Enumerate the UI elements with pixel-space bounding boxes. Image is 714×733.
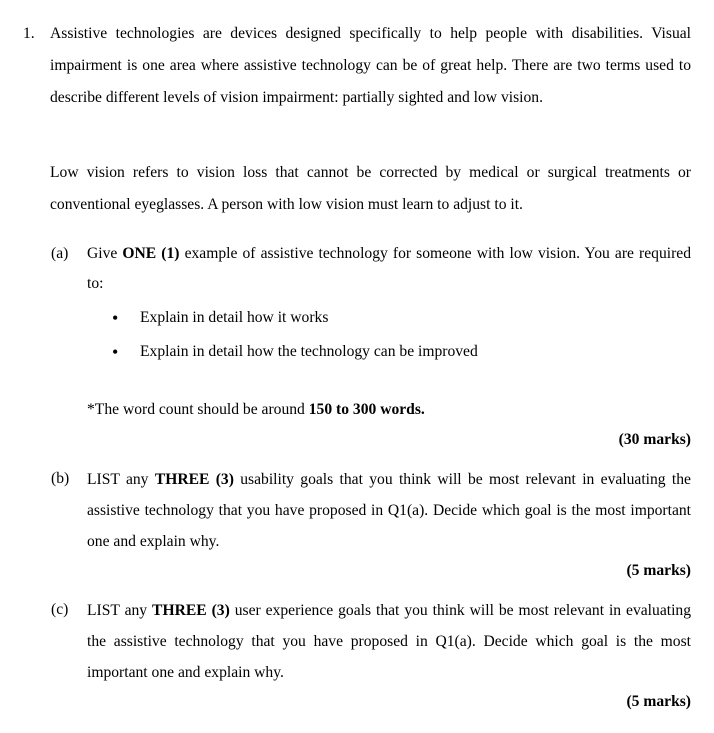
bullet-text: Explain in detail how the technology can be improved: [140, 343, 478, 360]
bullet-item: [112, 302, 478, 336]
part-c-text-1: LIST any: [87, 602, 153, 619]
part-a-bold: ONE (1): [122, 245, 180, 262]
part-c-text-2: user experience goals that you think will be most relevant in evaluating the assistive technology that you have proposed in Q1(a). Decide which goal is the most important one and explain why.: [87, 602, 691, 681]
word-count-range: 150 to 300 words.: [308, 401, 425, 418]
part-b-bold: THREE (3): [154, 471, 234, 488]
low-vision-paragraph: Low vision refers to vision loss that cannot be corrected by medical or surgical treatments or conventional eyeglasses. A person with low vision must learn to adjust to it.: [50, 164, 691, 213]
intro-paragraph: Assistive technologies are devices designed specifically to help people with disabilities. Visual impairment is one area where assistive technology can be of great help. There are two terms used to describe different levels of vision impairment: partially sighted and low vision.: [50, 25, 691, 106]
part-a-marks: (30 marks): [618, 431, 691, 448]
part-b-marks: (5 marks): [626, 562, 691, 579]
part-c-text: [87, 595, 691, 688]
part-c-marks: (5 marks): [626, 693, 691, 710]
word-count-note: [87, 394, 425, 426]
part-b-text-2: usability goals that you think will be most relevant in evaluating the assistive technology that you have proposed in Q1(a). Decide which goal is the most important one and explain why.: [87, 471, 691, 550]
part-b-text-1: LIST any: [87, 471, 155, 488]
bullet-text: Explain in detail how it works: [140, 309, 329, 326]
part-a-text-2: example of assistive technology for someone with low vision. You are required to:: [87, 245, 691, 292]
bullet-item: [112, 336, 478, 370]
part-c-bold: THREE (3): [152, 602, 230, 619]
part-a-text-1: Give: [87, 245, 123, 262]
question-number: 1.: [23, 25, 35, 42]
part-a-bullet-list: [112, 302, 478, 370]
part-a-text: [87, 239, 691, 299]
part-a-label: (a): [51, 245, 69, 262]
part-c-label: (c): [51, 601, 69, 618]
bullet-dot-icon: [112, 336, 140, 370]
word-count-text: *The word count should be around: [87, 401, 309, 418]
part-b-text: [87, 464, 691, 557]
part-b-label: (b): [51, 470, 70, 487]
bullet-dot-icon: [112, 302, 140, 336]
